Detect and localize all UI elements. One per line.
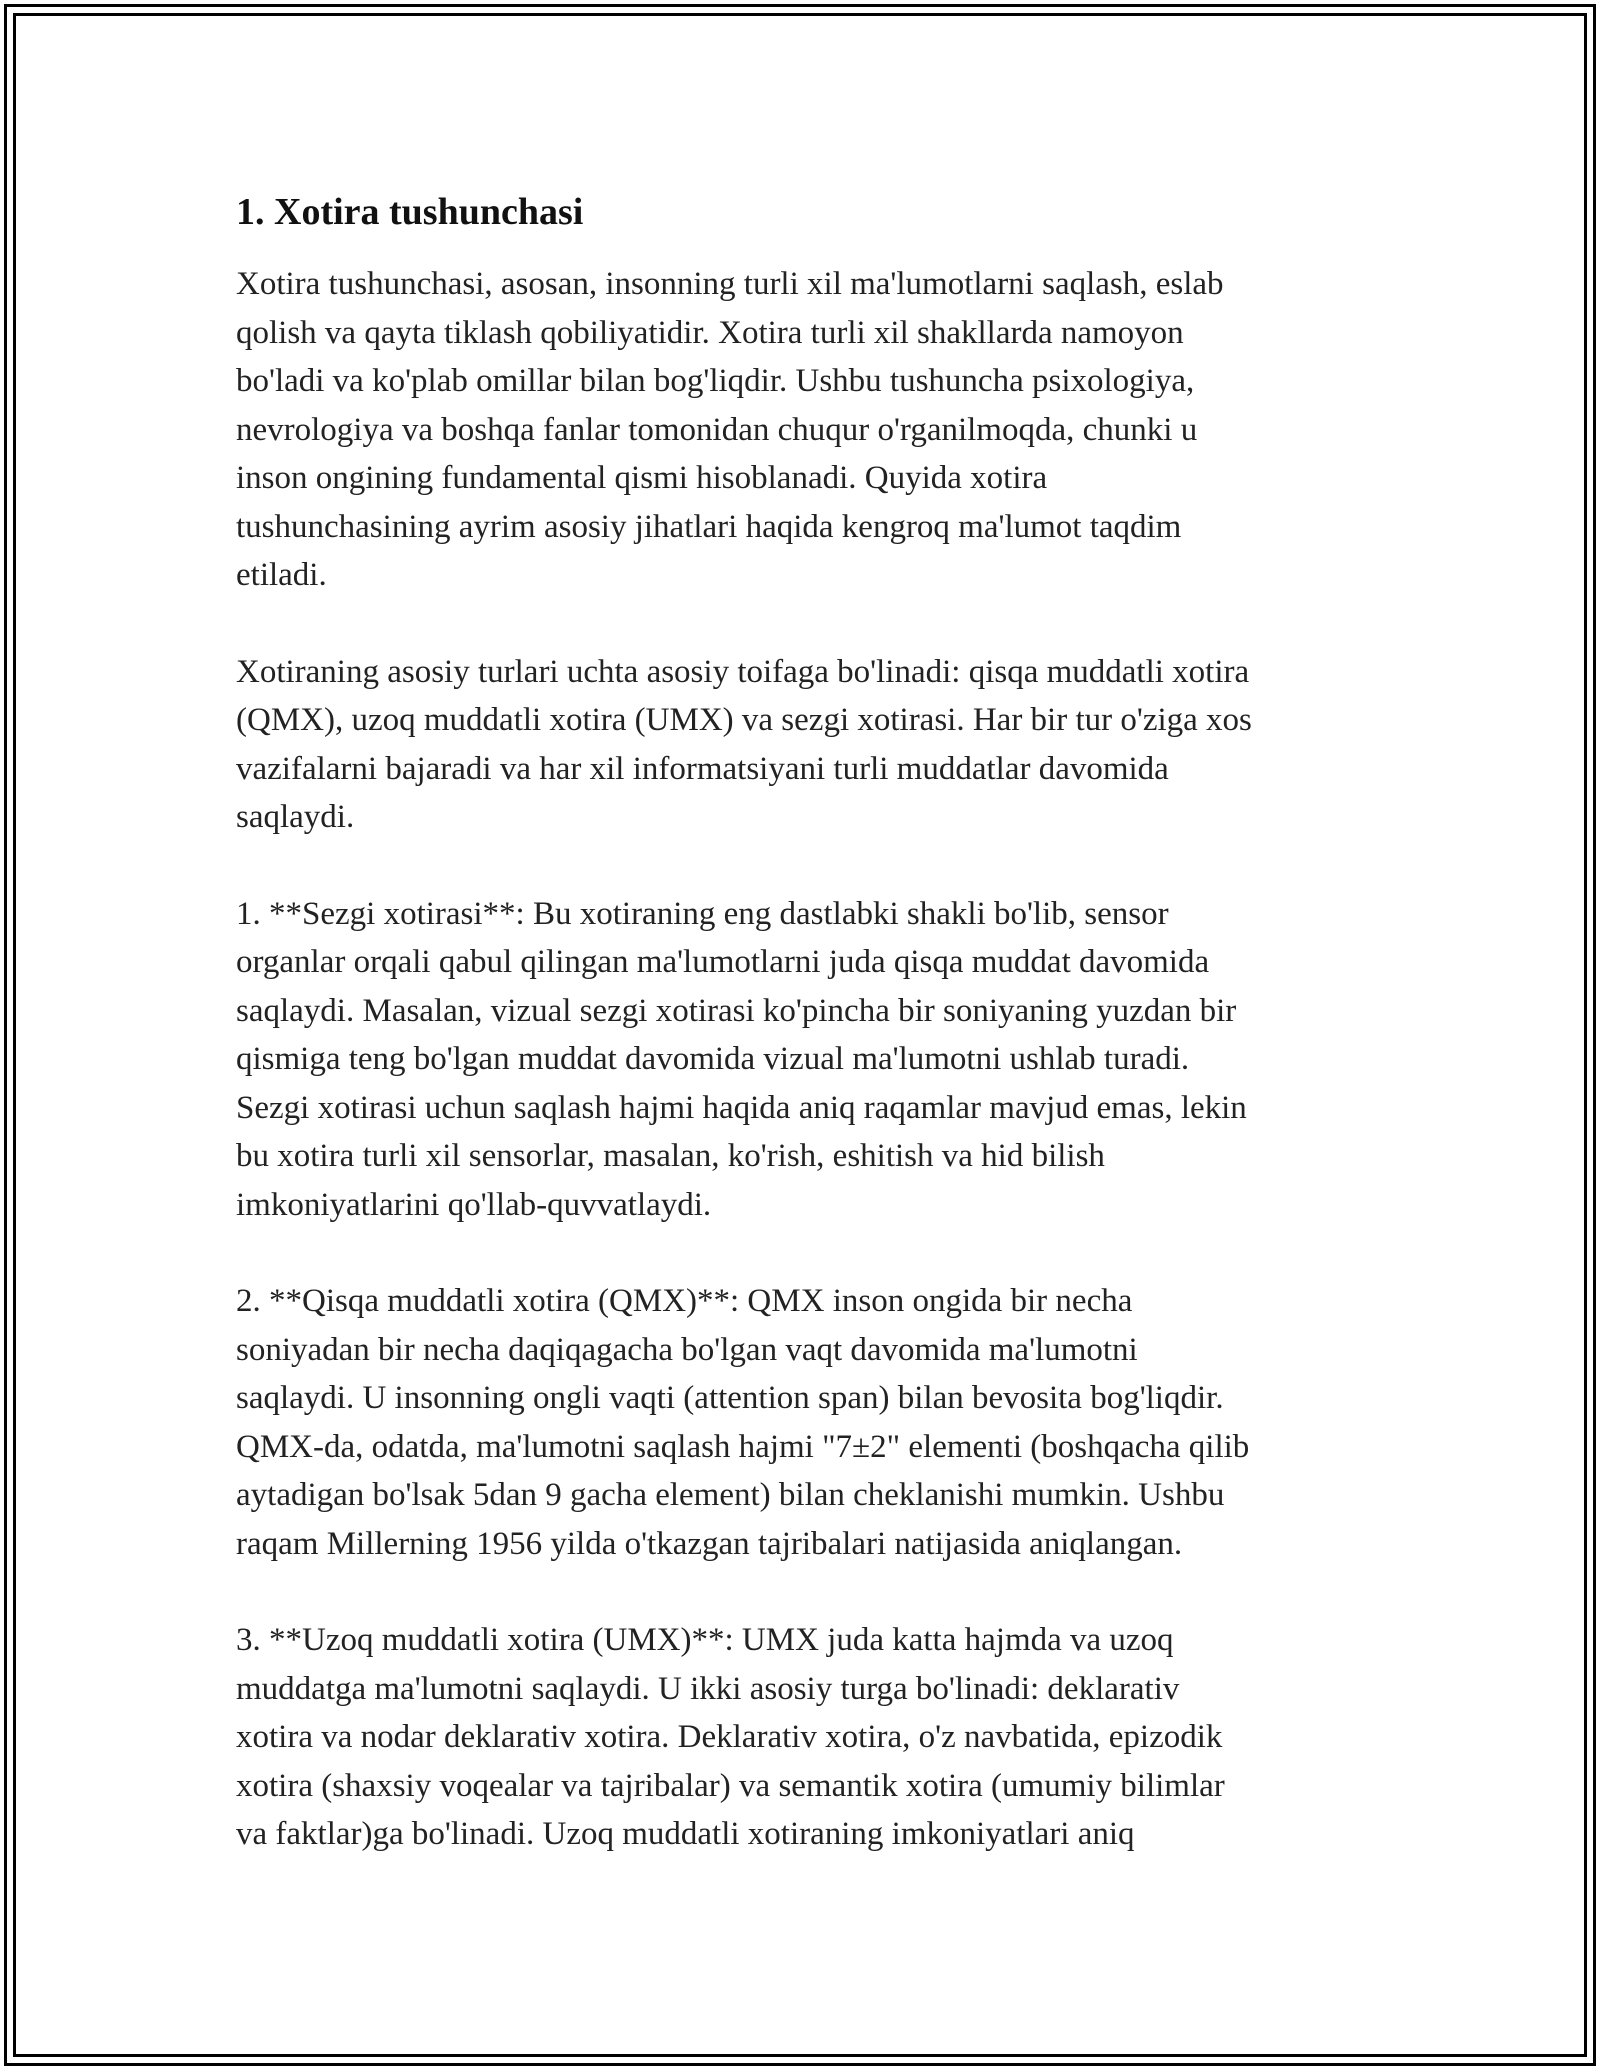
text-line: 3. **Uzoq muddatli xotira (UMX)**: UMX juda katta hajmda va uzoq xyxy=(236,1622,1174,1658)
text-line: nevrologiya va boshqa fanlar tomonidan chuqur o'rganilmoqda, chunki u xyxy=(236,411,1198,448)
paragraph-types xyxy=(236,648,1376,842)
text-line: QMX-da, odatda, ma'lumotni saqlash hajmi "7±2" elementi (boshqacha qilib xyxy=(236,1428,1250,1465)
text-line: soniyadan bir necha daqiqagacha bo'lgan vaqt davomida ma'lumotni xyxy=(236,1331,1138,1368)
text-line: aytadigan bo'lsak 5dan 9 gacha element) bilan cheklanishi mumkin. Ushbu xyxy=(236,1477,1225,1513)
text-line: Xotiraning asosiy turlari uchta asosiy toifaga bo'linadi: qisqa muddatli xotira xyxy=(236,653,1250,690)
paragraph-short-term-memory xyxy=(236,1277,1376,1568)
text-line: bo'ladi va ko'plab omillar bilan bog'liqdir. Ushbu tushuncha psixologiya, xyxy=(236,363,1195,399)
text-line: qolish va qayta tiklash qobiliyatidir. Xotira turli xil shakllarda namoyon xyxy=(236,314,1184,351)
paragraph-sensory-memory xyxy=(236,890,1376,1230)
text-line: qismiga teng bo'lgan muddat davomida vizual ma'lumotni ushlab turadi. xyxy=(236,1041,1190,1077)
text-line: va faktlar)ga bo'linadi. Uzoq muddatli xotiraning imkoniyatlari aniq xyxy=(236,1816,1135,1852)
text-line: inson ongining fundamental qismi hisoblanadi. Quyida xotira xyxy=(236,460,1048,496)
text-line: vazifalarni bajaradi va har xil informatsiyani turli muddatlar davomida xyxy=(236,750,1169,787)
text-line: imkoniyatlarini qo'llab-quvvatlaydi. xyxy=(236,1186,712,1223)
text-line: tushunchasining ayrim asosiy jihatlari haqida kengroq ma'lumot taqdim xyxy=(236,508,1182,545)
paragraph-intro xyxy=(236,260,1376,600)
text-line: xotira (shaxsiy voqealar va tajribalar) va semantik xotira (umumiy bilimlar xyxy=(236,1767,1225,1804)
text-line: Sezgi xotirasi uchun saqlash hajmi haqida aniq raqamlar mavjud emas, lekin xyxy=(236,1089,1247,1126)
paragraph-long-term-memory xyxy=(236,1616,1376,1859)
text-line: saqlaydi. U insonning ongli vaqti (attention span) bilan bevosita bog'liqdir. xyxy=(236,1380,1224,1416)
text-line: xotira va nodar deklarativ xotira. Deklarativ xotira, o'z navbatida, epizodik xyxy=(236,1719,1223,1755)
text-line: saqlaydi. Masalan, vizual sezgi xotirasi ko'pincha bir soniyaning yuzdan bir xyxy=(236,992,1237,1029)
text-line: Xotira tushunchasi, asosan, insonning turli xil ma'lumotlarni saqlash, eslab xyxy=(236,266,1224,302)
text-line: 2. **Qisqa muddatli xotira (QMX)**: QMX inson ongida bir necha xyxy=(236,1283,1133,1319)
text-line: saqlaydi. xyxy=(236,799,355,835)
document-body xyxy=(236,186,1376,1907)
text-line: organlar orqali qabul qilingan ma'lumotlarni juda qisqa muddat davomida xyxy=(236,944,1210,980)
text-line: raqam Millerning 1956 yilda o'tkazgan tajribalari natijasida aniqlangan. xyxy=(236,1525,1183,1562)
text-line: 1. **Sezgi xotirasi**: Bu xotiraning eng dastlabki shakli bo'lib, sensor xyxy=(236,895,1169,932)
section-heading: 1. Xotira tushunchasi xyxy=(236,191,584,233)
text-line: muddatga ma'lumotni saqlaydi. U ikki asosiy turga bo'linadi: deklarativ xyxy=(236,1670,1180,1707)
text-line: (QMX), uzoq muddatli xotira (UMX) va sezgi xotirasi. Har bir tur o'ziga xos xyxy=(236,702,1252,738)
text-line: etiladi. xyxy=(236,557,327,593)
text-line: bu xotira turli xil sensorlar, masalan, ko'rish, eshitish va hid bilish xyxy=(236,1138,1105,1174)
